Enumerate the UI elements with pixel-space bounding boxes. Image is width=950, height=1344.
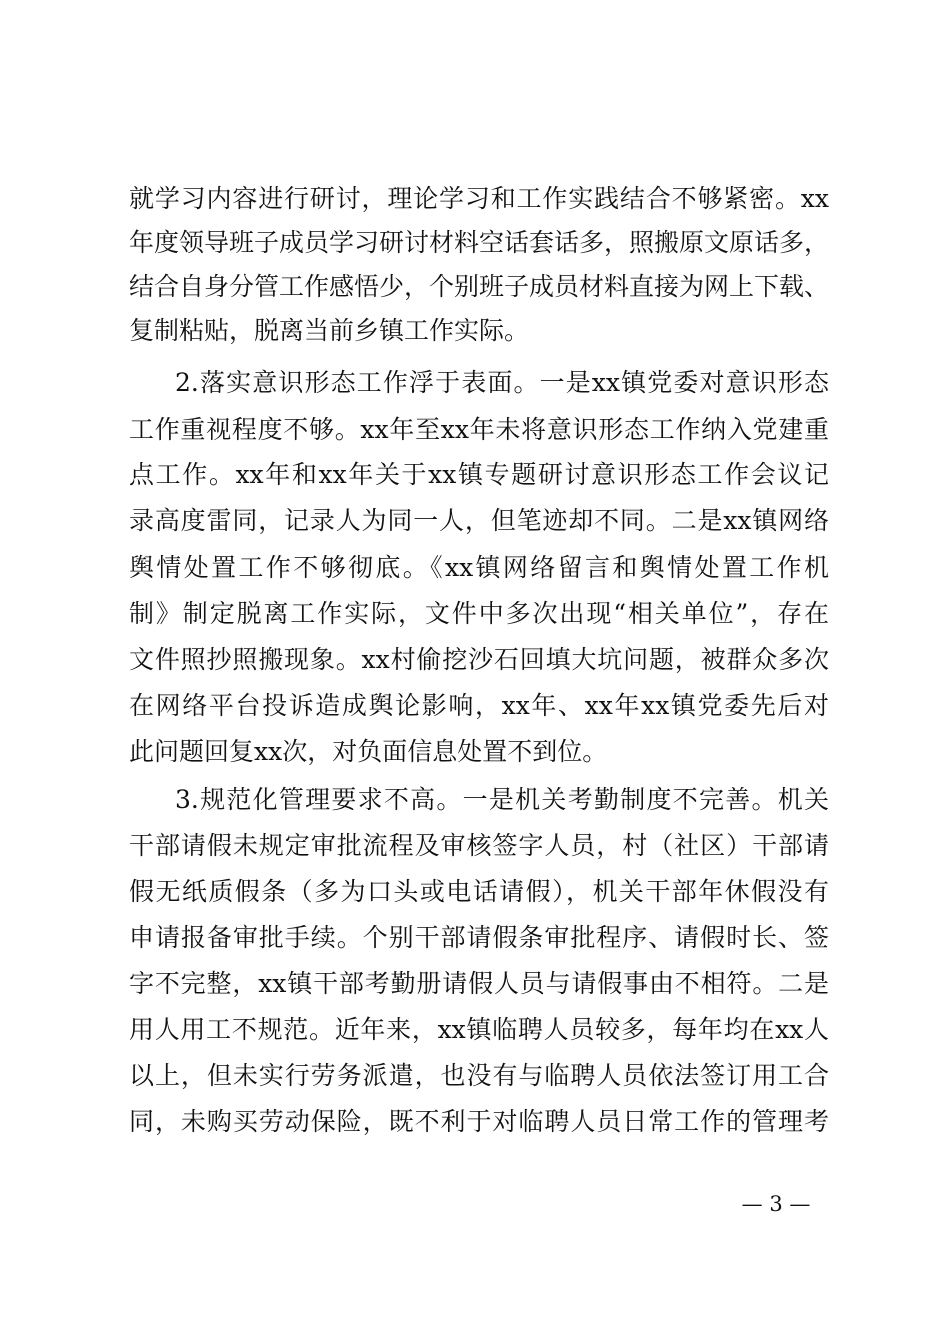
text-line: 以上，但未实行劳务派遣，也没有与临聘人员依法签订用工合 [129,1061,829,1090]
text-line: 点工作。xx年和xx年关于xx镇专题研讨意识形态工作会议记 [129,460,829,489]
text-line: 申请报备审批手续。个别干部请假条审批程序、请假时长、签 [129,923,829,952]
text-line: 就学习内容进行研讨，理论学习和工作实践结合不够紧密。xx [129,184,829,213]
text-line: 结合自身分管工作感悟少，个别班子成员材料直接为网上下载、 [129,272,829,301]
text-line: 年度领导班子成员学习研讨材料空话套话多，照搬原文原话多， [129,228,829,257]
page-number: — 3 — [741,1192,811,1216]
text-line: 文件照抄照搬现象。xx村偷挖沙石回填大坑问题，被群众多次 [129,645,829,674]
text-line: 工作重视程度不够。xx年至xx年未将意识形态工作纳入党建重 [129,415,829,444]
text-line: 同，未购买劳动保险，既不利于对临聘人员日常工作的管理考 [129,1107,829,1136]
text-line: 在网络平台投诉造成舆论影响，xx年、xx年xx镇党委先后对 [129,691,829,720]
text-line: 用人用工不规范。近年来，xx镇临聘人员较多，每年均在xx人 [129,1015,829,1044]
text-line: 字不完整，xx镇干部考勤册请假人员与请假事由不相符。二是 [129,969,829,998]
text-line: 2.落实意识形态工作浮于表面。一是xx镇党委对意识形态 [175,368,829,397]
text-line: 干部请假未规定审批流程及审核签字人员，村（社区）干部请 [129,831,829,860]
text-line: 舆情处置工作不够彻底。《xx镇网络留言和舆情处置工作机 [129,553,829,582]
text-line: 制》制定脱离工作实际，文件中多次出现“相关单位”，存在 [129,599,829,628]
text-line: 假无纸质假条（多为口头或电话请假），机关干部年休假没有 [129,877,829,906]
text-line: 3.规范化管理要求不高。一是机关考勤制度不完善。机关 [175,785,829,814]
text-line: 录高度雷同，记录人为同一人，但笔迹却不同。二是xx镇网络 [129,506,829,535]
text-line: 此问题回复xx次，对负面信息处置不到位。 [129,737,608,766]
text-line: 复制粘贴，脱离当前乡镇工作实际。 [129,316,530,345]
